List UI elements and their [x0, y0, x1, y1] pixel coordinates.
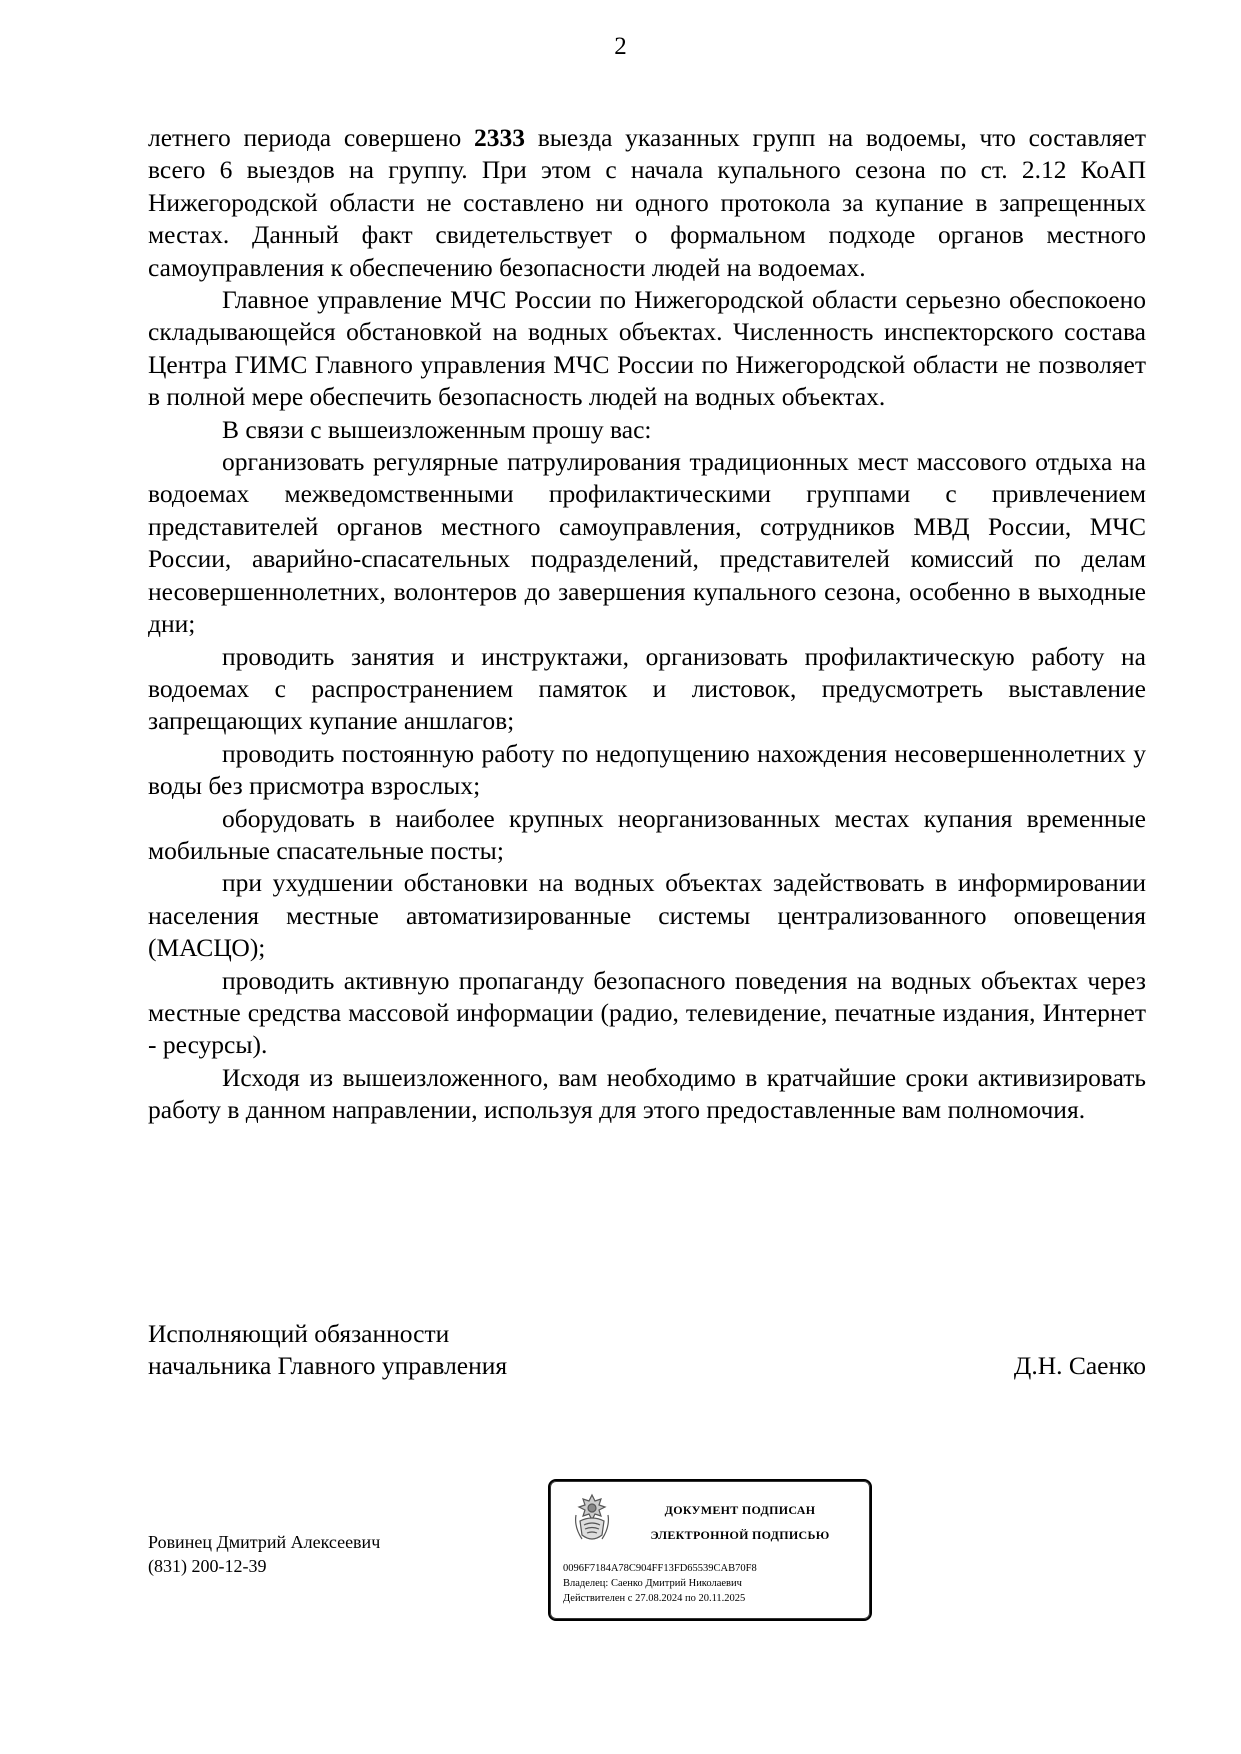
- stamp-validity: Действителен с 27.08.2024 по 20.11.2025: [563, 1593, 746, 1604]
- paragraph-text: летнего периода совершено: [148, 123, 474, 152]
- executor-info: [148, 1530, 380, 1578]
- signer-position-line1: Исполняющий обязанности: [148, 1319, 450, 1348]
- executor-phone: (831) 200-12-39: [148, 1556, 267, 1576]
- stamp-title: [630, 1498, 850, 1548]
- paragraph: [148, 122, 1146, 284]
- list-item-paragraph: при ухудшении обстановки на водных объектах задействовать в информировании населения местные автоматизированные системы централизованного оповещения (МАСЦО);: [148, 868, 1146, 963]
- paragraph: В связи с вышеизложенным прошу вас:: [222, 414, 652, 444]
- executor-name: Ровинец Дмитрий Алексеевич: [148, 1532, 381, 1552]
- list-item-paragraph: проводить занятия и инструктажи, организовать профилактическую работу на водоемах с распространением памяток и листовок, предусмотреть выставление запрещающих купание аншлагов;: [148, 641, 1146, 736]
- list-item-paragraph: оборудовать в наиболее крупных неорганизованных местах купания временные мобильные спасательные посты;: [148, 803, 1146, 865]
- signer-name: Д.Н. Саенко: [1013, 1351, 1146, 1380]
- e-signature-stamp: [548, 1479, 872, 1621]
- document-body: [148, 122, 1146, 1127]
- stamp-details: [563, 1561, 757, 1606]
- stamp-owner: Владелец: Саенко Дмитрий Николаевич: [563, 1578, 742, 1589]
- paragraph: Исходя из вышеизложенного, вам необходимо в кратчайшие сроки активизировать работу в данном направлении, используя для этого предоставленные вам полномочия.: [148, 1062, 1146, 1125]
- bold-number: 2333: [473, 123, 525, 152]
- list-item-paragraph: проводить активную пропаганду безопасного поведения на водных объектах через местные средства массовой информации (радио, телевидение, печатные издания, Интернет - ресурсы).: [148, 965, 1146, 1060]
- stamp-title-line1: ДОКУМЕНТ ПОДПИСАН: [664, 1503, 816, 1517]
- stamp-title-line2: ЭЛЕКТРОННОЙ ПОДПИСЬЮ: [650, 1528, 830, 1542]
- stamp-certificate: 0096F7184A78C904FF13FD65539CAB70F8: [563, 1563, 757, 1574]
- list-item-paragraph: организовать регулярные патрулирования традиционных мест массового отдыха на водоемах межведомственными профилактическими группами с привлечением представителей органов местного самоуправления, сотрудников МВД России, МЧС России, аварийно-спасательных подразделений, представителей комиссий по делам несовершеннолетних, волонтеров до завершения купального сезона, особенно в выходные дни;: [148, 447, 1146, 639]
- paragraph-text: выезда указанных групп на водоемы, что составляет всего 6 выездов на группу. При этом с начала купального сезона по ст. 2.12 КоАП Нижегородской области не составлено ни одного протокола за купание в запрещенных местах. Данный факт свидетельствует о формальном подходе органов местного самоуправления к обеспечению безопасности людей на водоемах.: [148, 123, 1146, 282]
- paragraph: Главное управление МЧС России по Нижегородской области серьезно обеспокоено складывающейся обстановкой на водных объектах. Численность инспекторского состава Центра ГИМС Главного управления МЧС России по Нижегородской области не позволяет в полной мере обеспечить безопасность людей на водных объектах.: [148, 285, 1146, 412]
- mchs-emblem-icon: [570, 1491, 614, 1547]
- list-item-paragraph: проводить постоянную работу по недопущению нахождения несовершеннолетних у воды без присмотра взрослых;: [148, 738, 1146, 801]
- signature-block: [148, 1318, 1146, 1383]
- page-number: 2: [614, 33, 627, 60]
- signer-position-line2: начальника Главного управления: [148, 1351, 508, 1381]
